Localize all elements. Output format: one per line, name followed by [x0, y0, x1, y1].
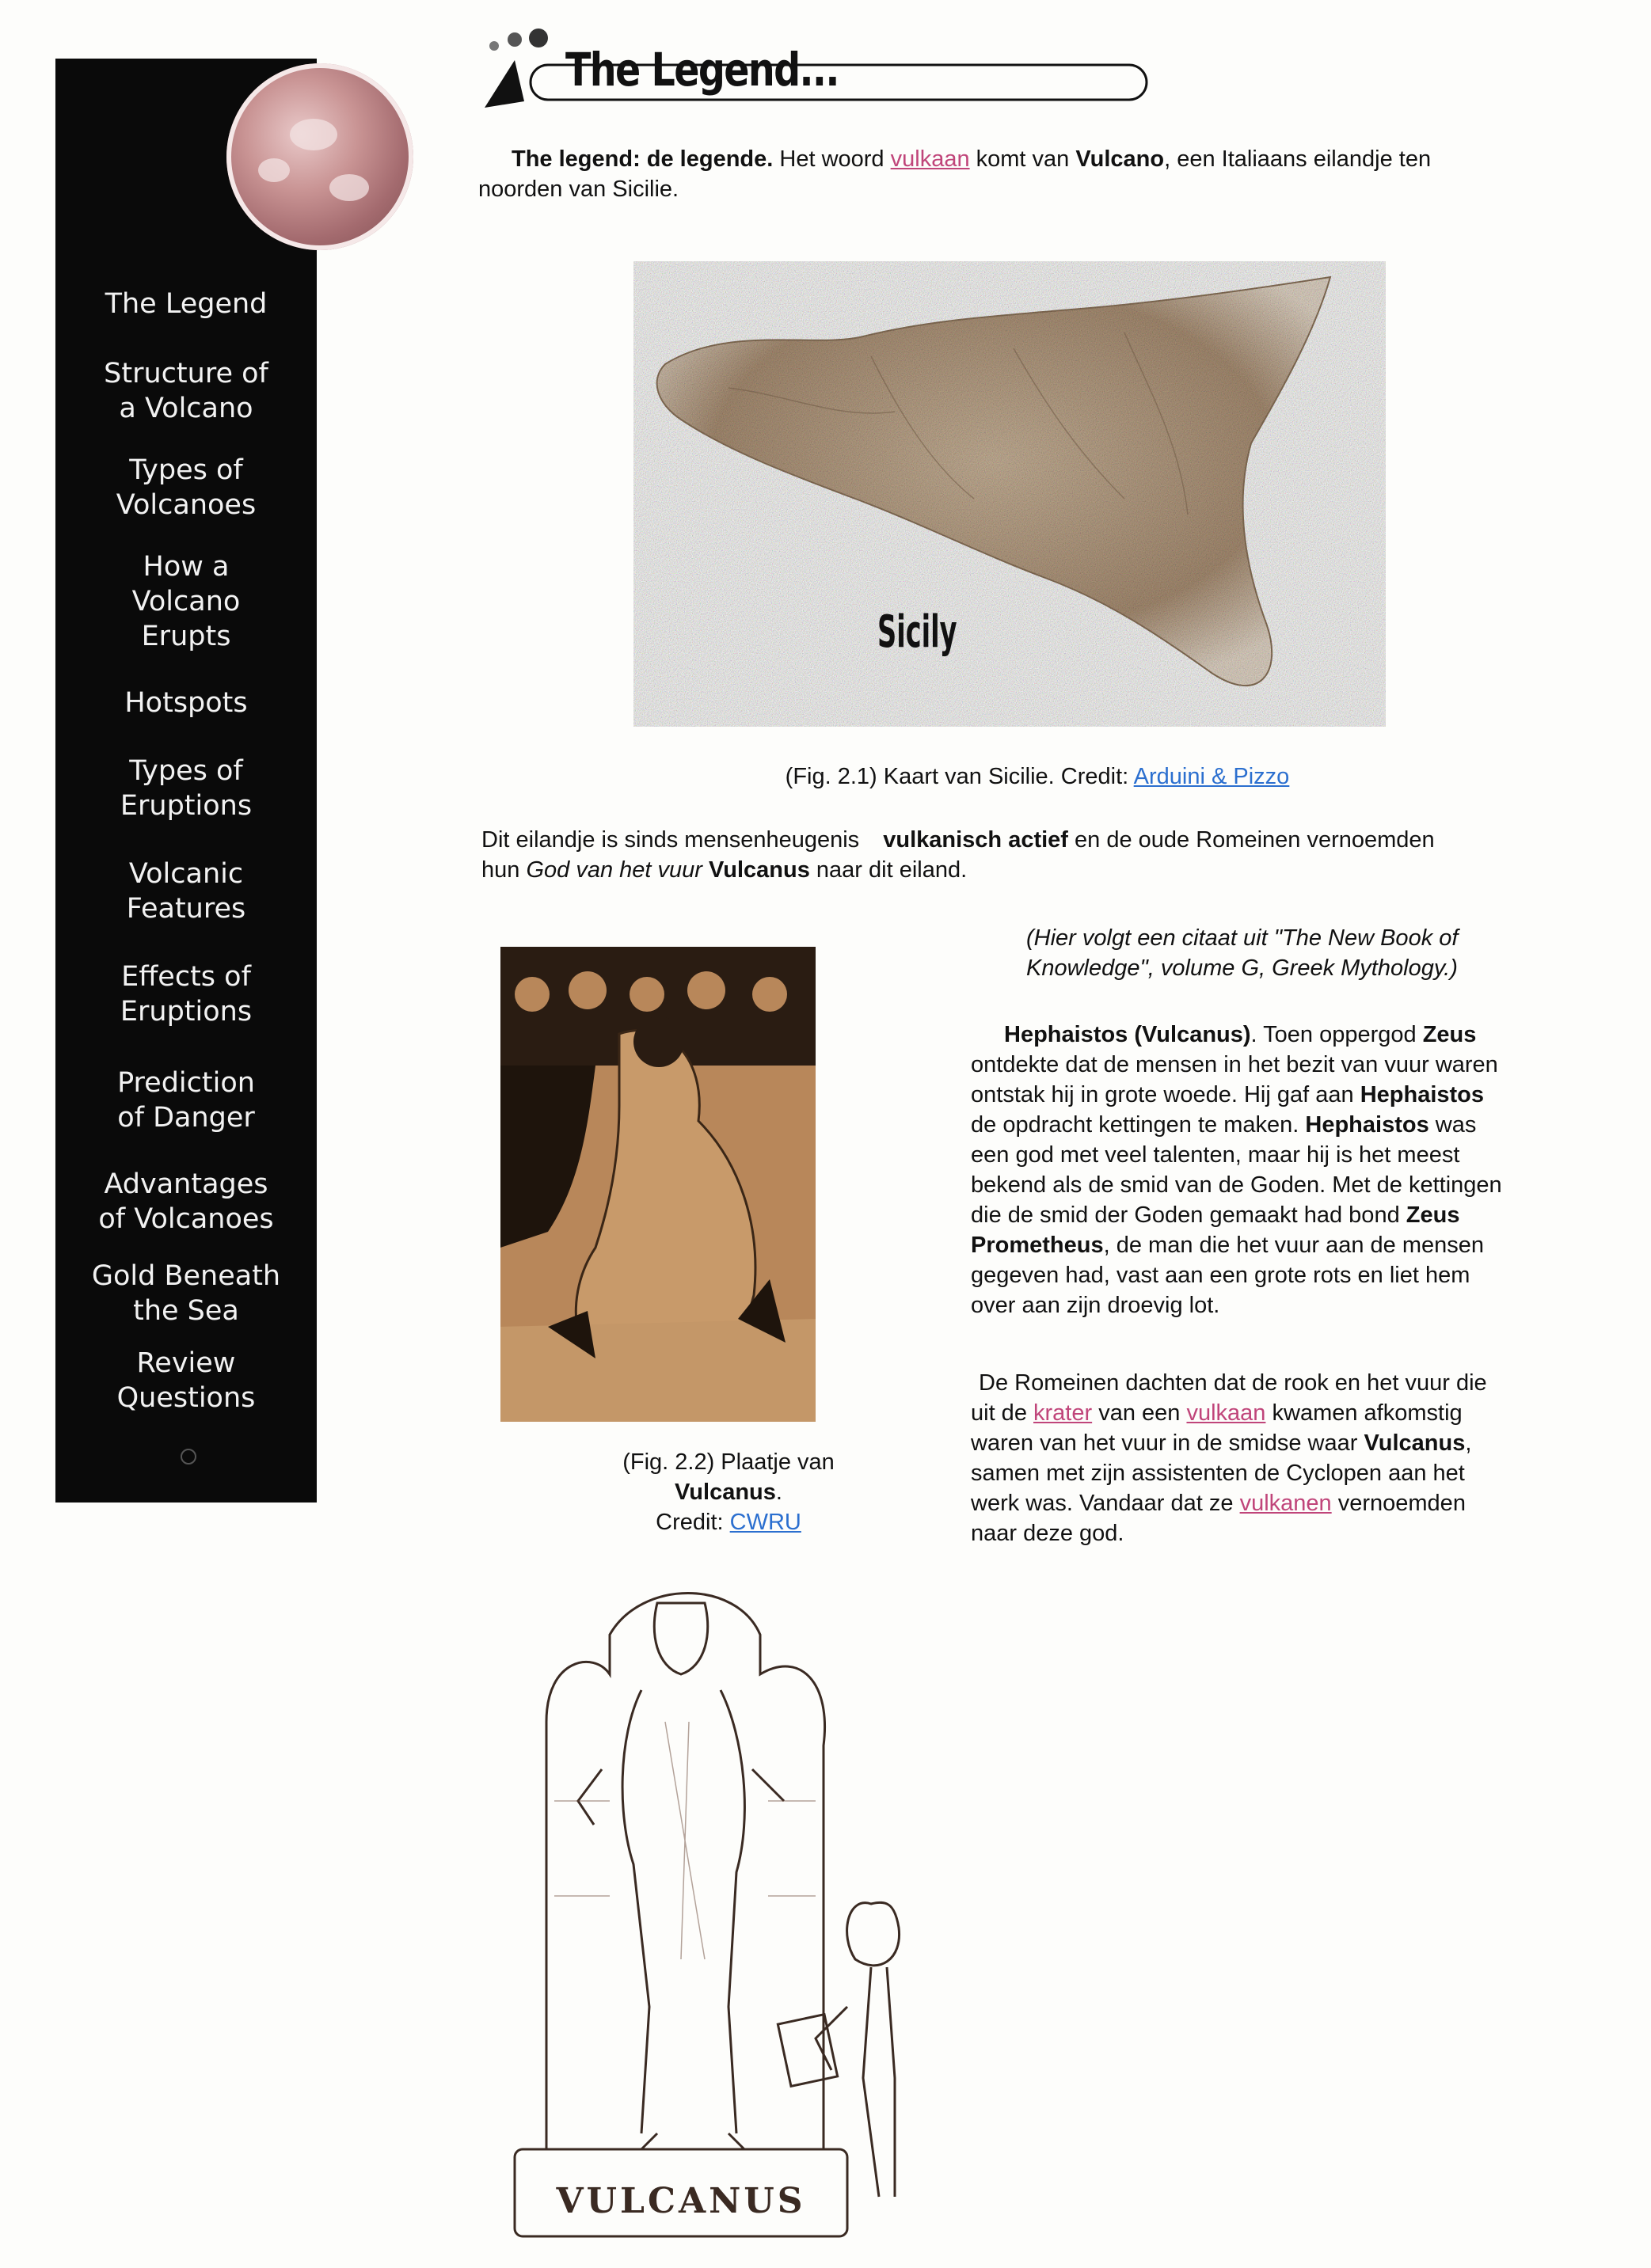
- sidebar-item-label: Volcano: [131, 586, 241, 617]
- sidebar-item-label: Eruptions: [120, 790, 253, 822]
- sidebar-item-label: the Sea: [133, 1295, 239, 1327]
- para2-italic: God van het vuur: [526, 857, 702, 883]
- romeinen-text: De Romeinen dachten dat de rook en het vuur die: [979, 1370, 1487, 1396]
- hephaistos-bold: Prometheus: [971, 1233, 1104, 1258]
- sidebar-item-label: Types of: [129, 454, 243, 486]
- hephaistos-bold: Hephaistos: [1305, 1112, 1429, 1138]
- sidebar-item-label: Gold Beneath: [91, 1260, 281, 1292]
- sidebar-item-label: Prediction: [117, 1067, 255, 1099]
- hephaistos-text: . Toen oppergod: [1250, 1022, 1423, 1047]
- arduini-pizzo-link[interactable]: Arduini & Pizzo: [1133, 764, 1290, 789]
- sidebar-item-label: Features: [126, 893, 246, 925]
- intro-text: noorden van Sicilie.: [478, 177, 679, 202]
- vase-caption: [570, 1447, 887, 1537]
- sidebar-item-label: Volcanic: [128, 858, 244, 890]
- romeinen-text: kwamen afkomstig: [1265, 1400, 1463, 1426]
- sicily-map-image: [633, 261, 1386, 728]
- intro-paragraph: [478, 144, 1571, 204]
- page-title-banner: [483, 28, 1156, 116]
- hephaistos-bold: Hephaistos: [1360, 1082, 1485, 1107]
- statue-plinth-label: VULCANUS: [556, 2181, 806, 2221]
- sidebar-item-label: a Volcano: [119, 393, 253, 424]
- sidebar-item-label: Advantages: [104, 1168, 268, 1200]
- sidebar-item-label: Types of: [129, 755, 243, 787]
- para2-text: en de oude Romeinen vernoemden: [1067, 827, 1435, 853]
- intro-text: Het woord: [773, 146, 891, 172]
- sidebar-item-1[interactable]: [55, 356, 317, 426]
- hephaistos-text: ontdekte dat de mensen in het bezit van vuur waren: [971, 1052, 1498, 1077]
- sidebar-item-label: Structure of: [104, 358, 268, 389]
- romeinen-text: vernoemden: [1331, 1491, 1466, 1516]
- sidebar-item-0[interactable]: [55, 287, 317, 321]
- romeinen-text: van een: [1092, 1400, 1187, 1426]
- romeinen-text: naar deze god.: [971, 1521, 1124, 1546]
- vulcanus-vase-image: [500, 947, 816, 1422]
- sidebar-item-label: of Danger: [117, 1102, 255, 1134]
- sidebar-end-icon: [181, 1449, 196, 1465]
- sidebar-item-10[interactable]: [55, 1259, 317, 1328]
- intro-bold: Vulcano: [1075, 146, 1165, 172]
- hephaistos-paragraph: [971, 1020, 1588, 1320]
- romeinen-bold: Vulcanus: [1364, 1430, 1466, 1456]
- vulkanen-link[interactable]: vulkanen: [1239, 1491, 1332, 1516]
- vase-caption-bold: Vulcanus: [675, 1480, 776, 1505]
- sidebar-item-4[interactable]: [55, 686, 317, 720]
- hephaistos-text: , de man die het vuur aan de mensen: [1103, 1233, 1485, 1258]
- hephaistos-text: een god met veel talenten, maar hij is het meest: [971, 1142, 1460, 1168]
- vase-credit-text: Credit:: [656, 1510, 730, 1535]
- quote-note-line: (Hier volgt een citaat uit "The New Book of: [1026, 925, 1459, 951]
- vulcanus-statue-sketch: [499, 1563, 974, 2252]
- sidebar-item-2[interactable]: [55, 453, 317, 522]
- hephaistos-text: over aan zijn droevig lot.: [971, 1293, 1220, 1318]
- vulkaan-link-2[interactable]: vulkaan: [1186, 1400, 1266, 1426]
- hephaistos-bold: Zeus: [1422, 1022, 1477, 1047]
- sidebar-item-9[interactable]: [55, 1167, 317, 1237]
- romeinen-text: samen met zijn assistenten de Cyclopen aan het: [971, 1461, 1465, 1486]
- vulkaan-link[interactable]: vulkaan: [890, 146, 970, 172]
- para2-text: hun: [481, 857, 527, 883]
- sidebar-item-label: Erupts: [141, 621, 231, 652]
- hephaistos-text: gegeven had, vast aan een grote rots en liet hem: [971, 1263, 1470, 1288]
- sidebar-item-label: Hotspots: [124, 687, 248, 719]
- sidebar-item-11[interactable]: [55, 1346, 317, 1415]
- map-caption: [713, 762, 1362, 792]
- romeinen-text: werk was. Vandaar dat ze: [971, 1491, 1240, 1516]
- hephaistos-bold: Zeus: [1406, 1202, 1460, 1228]
- sidebar-item-7[interactable]: [55, 959, 317, 1029]
- sidebar-item-label: of Volcanoes: [98, 1203, 274, 1235]
- romeinen-text: uit de: [971, 1400, 1033, 1426]
- hephaistos-text: was: [1428, 1112, 1477, 1138]
- vase-caption-text: .: [775, 1480, 782, 1505]
- intro-lead: The legend: de legende.: [512, 146, 774, 172]
- vase-caption-text: (Fig. 2.2) Plaatje van: [622, 1449, 835, 1475]
- sidebar-item-label: Volcanoes: [116, 489, 257, 521]
- page-title: The Legend...: [565, 43, 839, 97]
- para2-text: naar dit eiland.: [809, 857, 968, 883]
- sidebar-item-6[interactable]: [55, 857, 317, 926]
- romeinen-text: ,: [1465, 1430, 1472, 1456]
- map-caption-text: (Fig. 2.1) Kaart van Sicilie. Credit:: [785, 764, 1134, 789]
- vase-painting-icon: [500, 947, 816, 1422]
- hephaistos-text: bekend als de smid van de Goden. Met de kettingen: [971, 1172, 1502, 1198]
- cwru-link[interactable]: CWRU: [729, 1510, 801, 1535]
- hephaistos-text: die de smid der Goden gemaakt had bond: [971, 1202, 1406, 1228]
- sidebar-item-label: Questions: [116, 1382, 256, 1414]
- quote-note: [1026, 923, 1596, 983]
- sidebar-item-3[interactable]: [55, 549, 317, 654]
- sidebar-item-5[interactable]: [55, 754, 317, 823]
- paragraph-vulkanisch: [481, 825, 1574, 885]
- sidebar-item-label: How a: [143, 551, 230, 583]
- planet-icon: [226, 63, 413, 250]
- intro-text: komt van: [969, 146, 1076, 172]
- para2-bold: Vulcanus: [709, 857, 810, 883]
- sicily-map-label: Sicily: [877, 606, 957, 658]
- hephaistos-text: de opdracht kettingen te maken.: [971, 1112, 1306, 1138]
- para2-text: [702, 857, 709, 883]
- intro-text: , een Italiaans eilandje ten: [1164, 146, 1432, 172]
- sidebar-item-label: The Legend: [105, 288, 268, 320]
- sidebar-item-label: Effects of: [121, 961, 251, 993]
- sidebar-item-label: Eruptions: [120, 996, 253, 1028]
- sidebar-item-label: Review: [136, 1347, 236, 1379]
- para2-text: Dit eilandje is sinds mensenheugenis: [481, 827, 866, 853]
- krater-link[interactable]: krater: [1033, 1400, 1093, 1426]
- quote-note-line: Knowledge", volume G, Greek Mythology.): [1026, 955, 1458, 981]
- hephaistos-bold: Hephaistos (Vulcanus): [1004, 1022, 1251, 1047]
- para2-bold: vulkanisch actief: [883, 827, 1068, 853]
- romeinen-text: waren van het vuur in de smidse waar: [971, 1430, 1364, 1456]
- sidebar-item-8[interactable]: [55, 1066, 317, 1135]
- hephaistos-text: ontstak hij in grote woede. Hij gaf aan: [971, 1082, 1360, 1107]
- romeinen-paragraph: [971, 1368, 1588, 1548]
